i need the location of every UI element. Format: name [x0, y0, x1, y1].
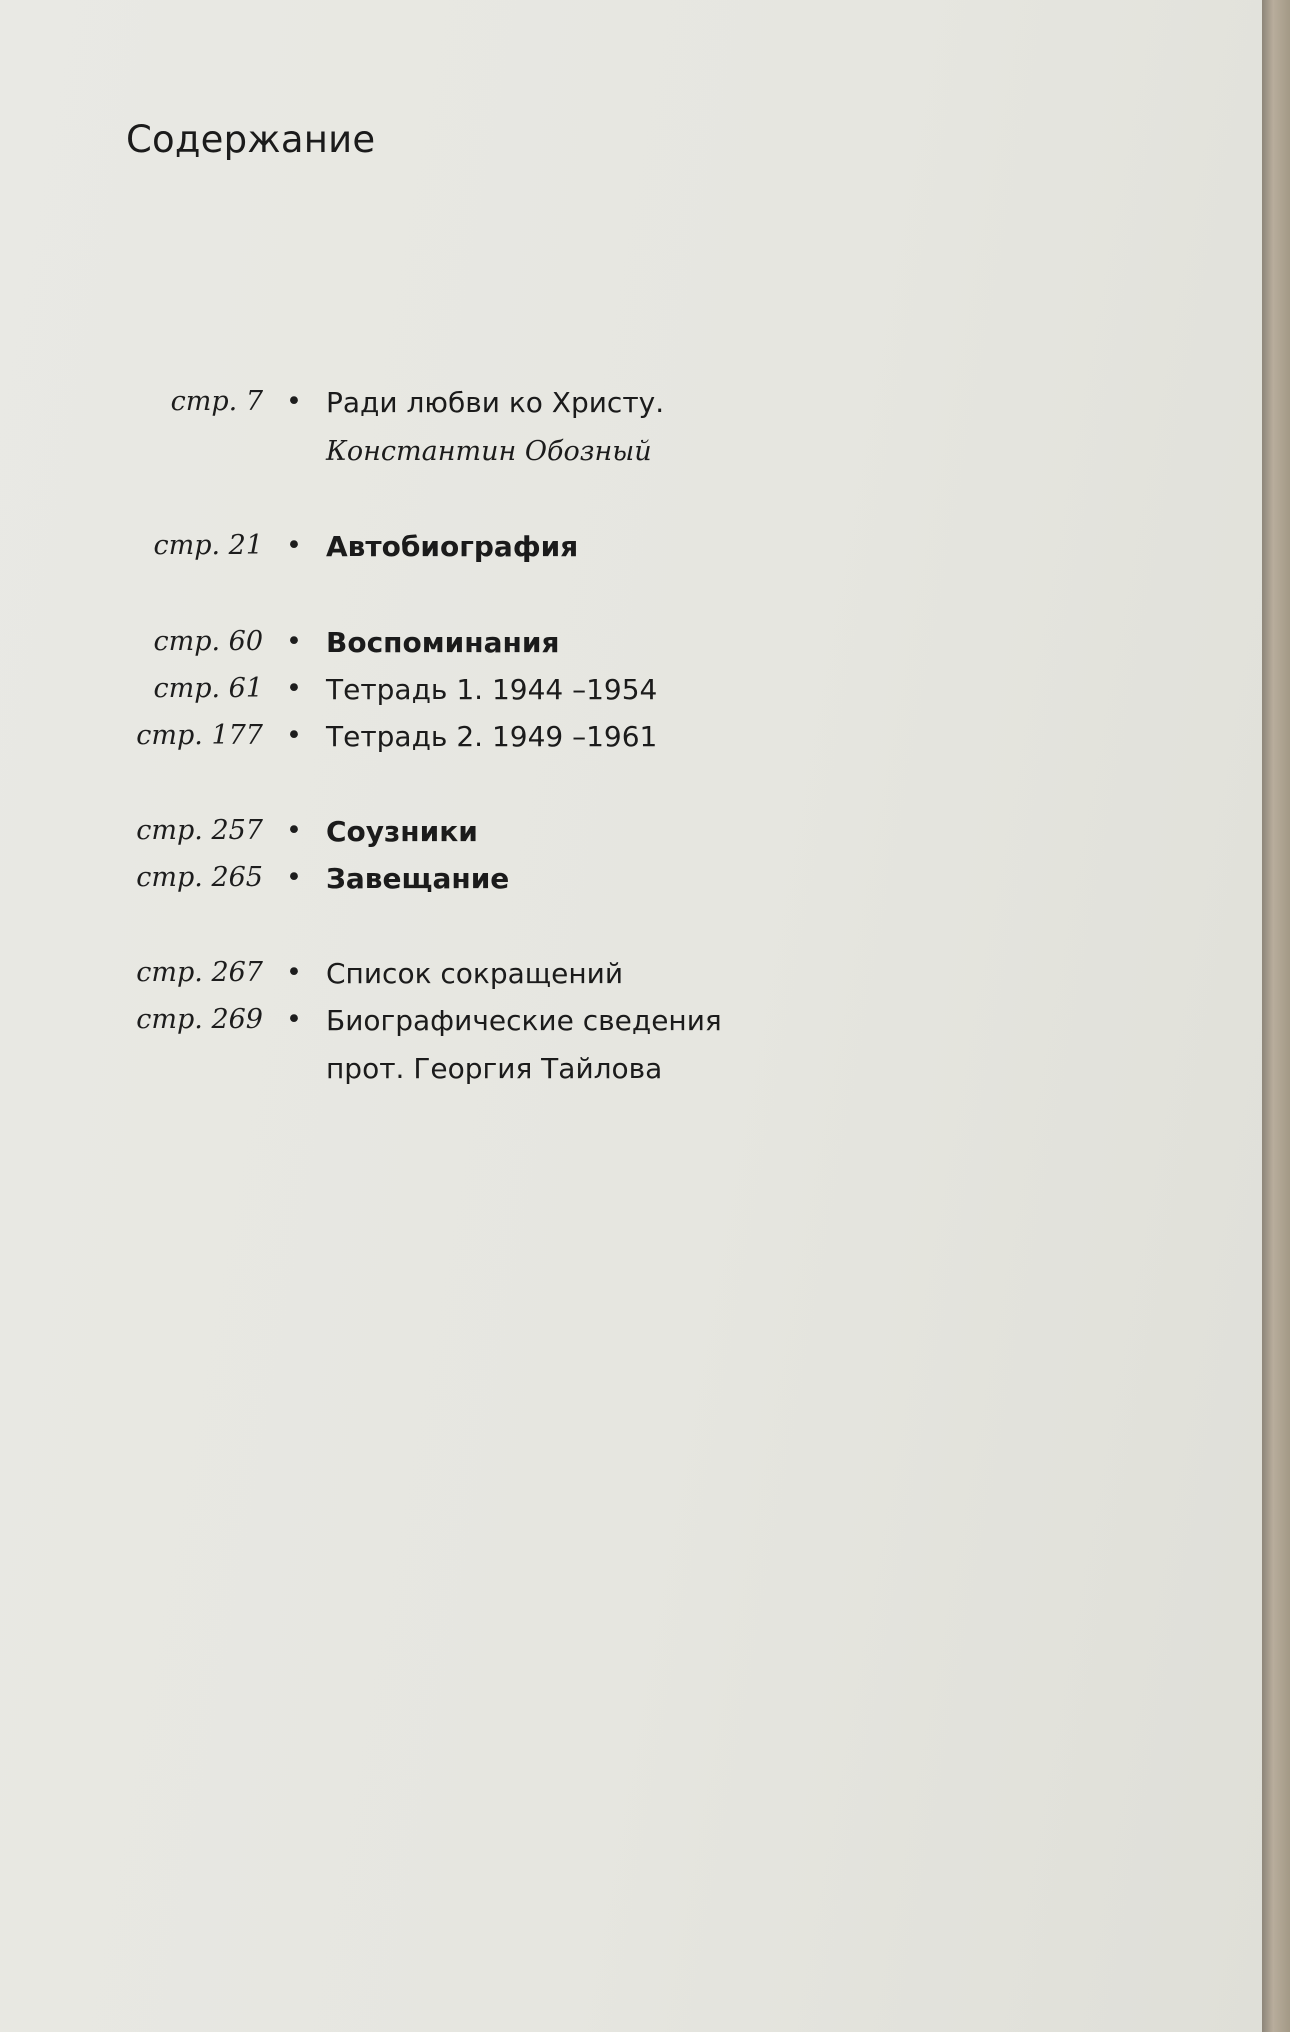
- toc-entry: [0, 862, 1262, 906]
- page-edge: [1262, 0, 1290, 2032]
- toc-page-number: стр. 21: [153, 530, 263, 561]
- bullet: •: [286, 957, 302, 988]
- toc-title: Ради любви ко Христу.: [326, 386, 665, 419]
- toc-entry: [0, 720, 1262, 764]
- toc-title: Список сокращений: [326, 957, 624, 990]
- toc-subtitle: прот. Георгия Тайлова: [326, 1052, 663, 1085]
- bullet: •: [286, 862, 302, 893]
- toc-title: Тетрадь 1. 1944 –1954: [326, 673, 658, 706]
- toc-entry: [0, 386, 1262, 430]
- toc-entry: [0, 673, 1262, 717]
- toc-page-number: стр. 269: [136, 1004, 263, 1035]
- toc-entry: [0, 957, 1262, 1001]
- toc-entry: [0, 626, 1262, 670]
- toc-page-number: стр. 60: [153, 626, 263, 657]
- toc-page-number: стр. 267: [136, 957, 263, 988]
- bullet: •: [286, 626, 302, 657]
- bullet: •: [286, 815, 302, 846]
- toc-page-number: стр. 7: [170, 386, 263, 417]
- toc-title: Соузники: [326, 815, 478, 848]
- bullet: •: [286, 1004, 302, 1035]
- toc-title: Тетрадь 2. 1949 –1961: [326, 720, 658, 753]
- toc-subtitle: Константин Обозный: [326, 436, 652, 467]
- toc-page-number: стр. 177: [136, 720, 263, 751]
- toc-title: Биографические сведения: [326, 1004, 722, 1037]
- bullet: •: [286, 720, 302, 751]
- toc-entry: [0, 530, 1262, 574]
- toc-entry: [0, 1004, 1262, 1048]
- page-title: Содержание: [126, 118, 376, 161]
- toc-page-number: стр. 61: [153, 673, 263, 704]
- bullet: •: [286, 530, 302, 561]
- toc-entry: [0, 815, 1262, 859]
- toc-title: Завещание: [326, 862, 510, 895]
- toc-page-number: стр. 265: [136, 862, 263, 893]
- toc-title: Автобиография: [326, 530, 579, 563]
- bullet: •: [286, 386, 302, 417]
- toc-page-number: стр. 257: [136, 815, 263, 846]
- toc-title: Воспоминания: [326, 626, 560, 659]
- bullet: •: [286, 673, 302, 704]
